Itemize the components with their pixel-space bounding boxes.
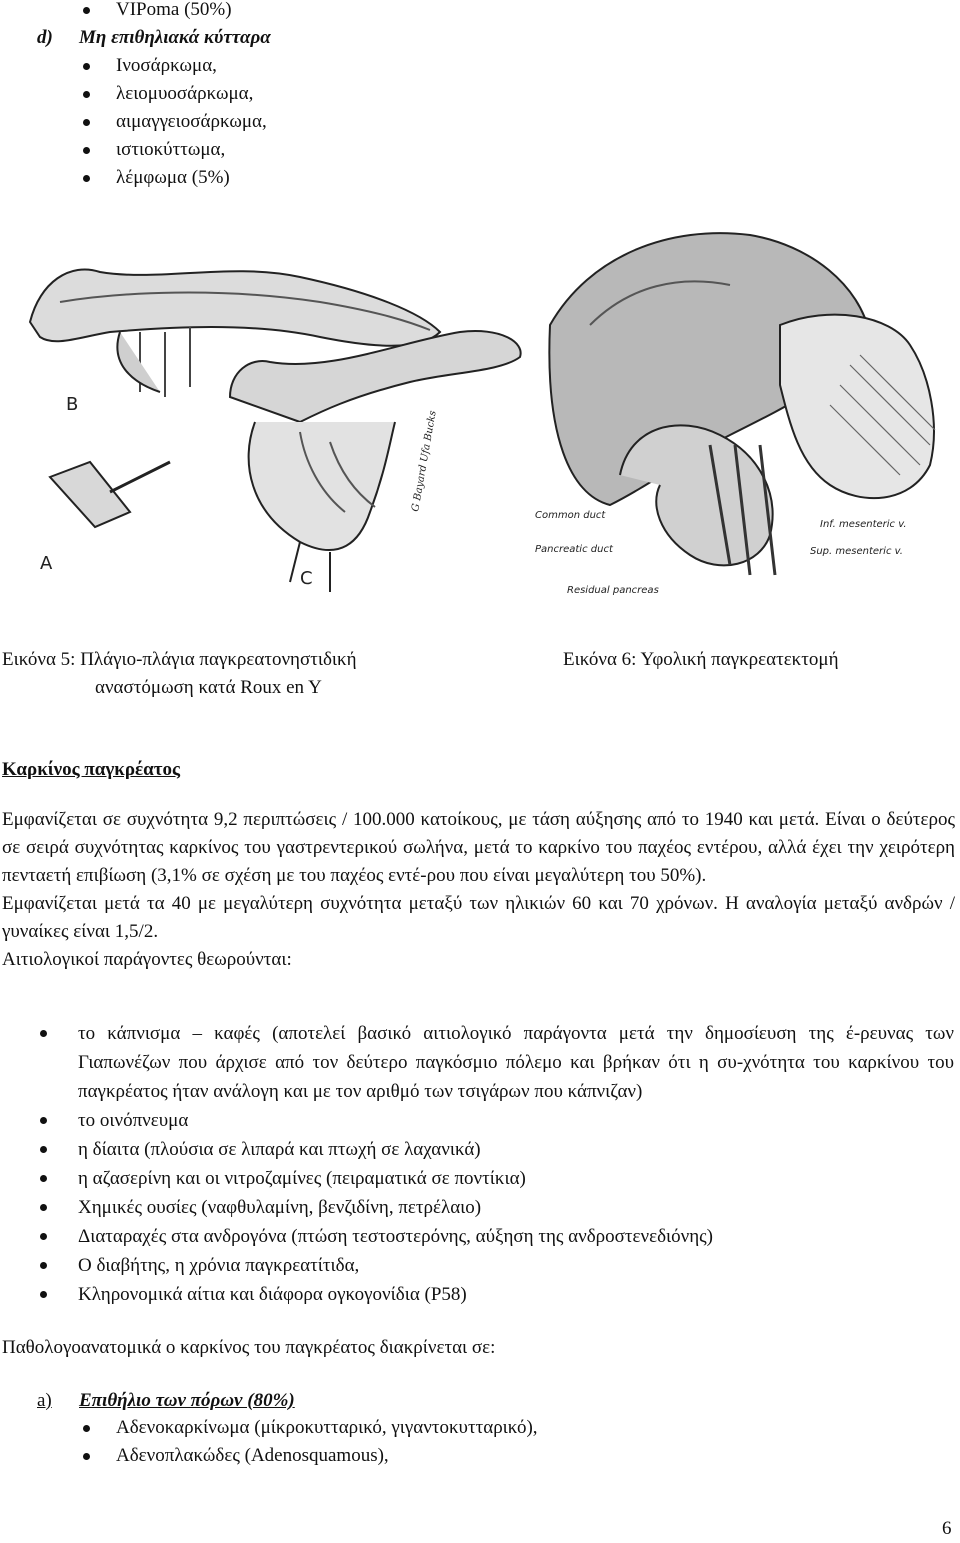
list-item: Αδενοκαρκίνωμα (μίκροκυτταρικό, γιγαντοκυτταρικό), (116, 1414, 538, 1442)
list-item: Χημικές ουσίες (ναφθυλαμίνη, βενζιδίνη, πετρέλαιο) (78, 1193, 954, 1222)
list-item: Κληρονομικά αίτια και διάφορα ογκογονίδια (P58) (78, 1280, 954, 1309)
figure-6-label-pancreatic-duct: Pancreatic duct (535, 544, 613, 555)
section-d-letter: d) (37, 27, 53, 48)
list-item: το κάπνισμα – καφές (αποτελεί βασικό αιτιολογικό παράγοντα μετά την δημοσίευση της έ-ρευνας των Γιαπωνέζων που άρχισε από τον δεύτερο παγκόσμιο πόλεμο και βρήκαν ότι η συ-χνότητα του καρκίνου του παγκρέατος ήταν ανάλογη και με τον αριθμό των τσιγάρων που κάπνιζαν) (78, 1019, 954, 1106)
etiologic-factors-list (78, 1019, 954, 1309)
section-a-title: Επιθήλιο των πόρων (80%) (79, 1390, 295, 1411)
figure-5-label-b: B (66, 394, 79, 415)
section-d-title: Μη επιθηλιακά κύτταρα (79, 27, 271, 48)
section-heading-pancreatic-cancer: Καρκίνος παγκρέατος (2, 759, 180, 780)
list-item: Αδενοπλακώδες (Adenosquamous), (116, 1442, 538, 1470)
list-item: VIPoma (50%) (116, 0, 232, 24)
figure-5-signature: G Bayard Ufa Bucks (410, 409, 439, 513)
list-item: ιστιοκύττωμα, (116, 136, 267, 164)
body-text (2, 806, 955, 974)
figure-5-illustration (0, 222, 540, 607)
figure-6-label-common-duct: Common duct (535, 510, 606, 521)
paragraph-incidence: Εμφανίζεται σε συχνότητα 9,2 περιπτώσεις / 100.000 κατοίκους, με τάση αύξησης από το 1940 και μετά. Είναι ο δεύτερος σε σειρά συχνότητας καρκίνος του γαστρεντερικού σωλήνα, μετά το καρκίνο του παχέος εντέρου, αλλά έχει την χειρότερη πενταετή επιβίωση (3,1% σε σχέση με του παχέος εντέ-ρου που είναι μεγαλύτερη του 50%). (2, 809, 955, 886)
section-d-heading (37, 24, 271, 52)
list-item: λειομυοσάρκωμα, (116, 80, 267, 108)
epithelial-ducts-list (116, 1414, 538, 1470)
section-a-heading (37, 1387, 295, 1415)
list-item: το οινόπνευμα (78, 1106, 954, 1135)
section-a-letter: a) (37, 1390, 52, 1411)
paragraph-factors-intro: Αιτιολογικοί παράγοντες θεωρούνται: (2, 949, 292, 970)
figure-6-label-sup-mesenteric: Sup. mesenteric v. (810, 546, 903, 557)
list-item: η αζασερίνη και οι νιτροζαμίνες (πειραματικά σε ποντίκια) (78, 1164, 954, 1193)
list-item: Ο διαβήτης, η χρόνια παγκρεατίτιδα, (78, 1251, 954, 1280)
non-epithelial-list (116, 52, 267, 192)
list-item: η δίαιτα (πλούσια σε λιπαρά και πτωχή σε λαχανικά) (78, 1135, 954, 1164)
paragraph-age: Εμφανίζεται μετά τα 40 με μεγαλύτερη συχνότητα μεταξύ των ηλικιών 60 και 70 χρόνων. Η αναλογία μεταξύ ανδρών / γυναίκες είναι 1,5/2. (2, 893, 955, 942)
top-bullet-list-first (116, 0, 232, 24)
figure-5-label-a: A (40, 553, 53, 574)
figure-6-label-residual-pancreas: Residual pancreas (567, 585, 659, 596)
list-item: Ινοσάρκωμα, (116, 52, 267, 80)
figure-6-illustration (530, 205, 960, 605)
figure-5-caption-line-2: αναστόμωση κατά Roux en Y (95, 677, 322, 698)
figure-6-label-inf-mesenteric: Inf. mesenteric v. (820, 519, 907, 530)
page-number: 6 (942, 1518, 952, 1539)
figure-5-label-c: C (300, 568, 313, 589)
figure-6-drawing (530, 205, 960, 605)
figure-5-drawing (0, 222, 540, 607)
list-item: λέμφωμα (5%) (116, 164, 267, 192)
list-item: αιμαγγειοσάρκωμα, (116, 108, 267, 136)
figure-5-caption-line-1: Εικόνα 5: Πλάγιο-πλάγια παγκρεατονηστιδική (2, 649, 357, 670)
list-item: Διαταραχές στα ανδρογόνα (πτώση τεστοστερόνης, αύξηση της ανδροστενεδιόνης) (78, 1222, 954, 1251)
figure-6-caption: Εικόνα 6: Υφολική παγκρεατεκτομή (563, 649, 839, 670)
pathology-intro: Παθολογοανατομικά ο καρκίνος του παγκρέατος διακρίνεται σε: (2, 1337, 496, 1358)
